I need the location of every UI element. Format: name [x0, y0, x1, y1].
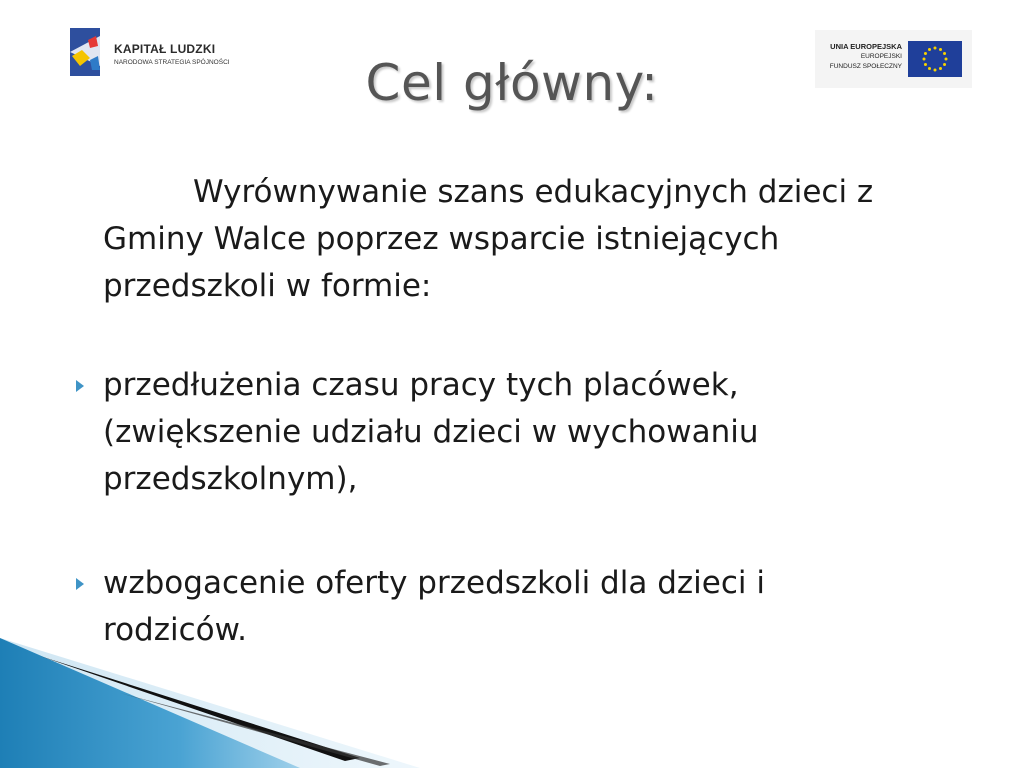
bullet-arrow-icon — [75, 380, 85, 392]
slide-title: Cel główny: — [365, 54, 659, 112]
kapital-ludzki-subtitle: NARODOWA STRATEGIA SPÓJNOŚCI — [114, 59, 230, 66]
eu-star-icon — [928, 48, 931, 51]
eu-line-3: FUNDUSZ SPOŁECZNY — [829, 63, 902, 70]
kapital-ludzki-title: KAPITAŁ LUDZKI — [114, 42, 216, 56]
eu-star-icon — [939, 48, 942, 51]
bullet-text-2: wzbogacenie oferty przedszkoli dla dzieci i rodziców. — [103, 565, 765, 648]
corner-decoration — [0, 638, 420, 768]
bullet-arrow-icon — [75, 578, 85, 590]
intro-paragraph — [103, 169, 883, 310]
bullet-item-1 — [75, 362, 915, 503]
bullet-text-1: przedłużenia czasu pracy tych placówek, (zwiększenie udziału dzieci w wychowaniu przedszkolnym), — [103, 367, 759, 497]
eu-line-1: UNIA EUROPEJSKA — [830, 42, 902, 51]
eu-line-2: EUROPEJSKI — [860, 53, 902, 60]
intro-text: Wyrównywanie szans edukacyjnych dzieci z Gminy Walce poprzez wsparcie istniejących przedszkoli w formie: — [103, 174, 874, 304]
eu-star-icon — [934, 47, 937, 50]
